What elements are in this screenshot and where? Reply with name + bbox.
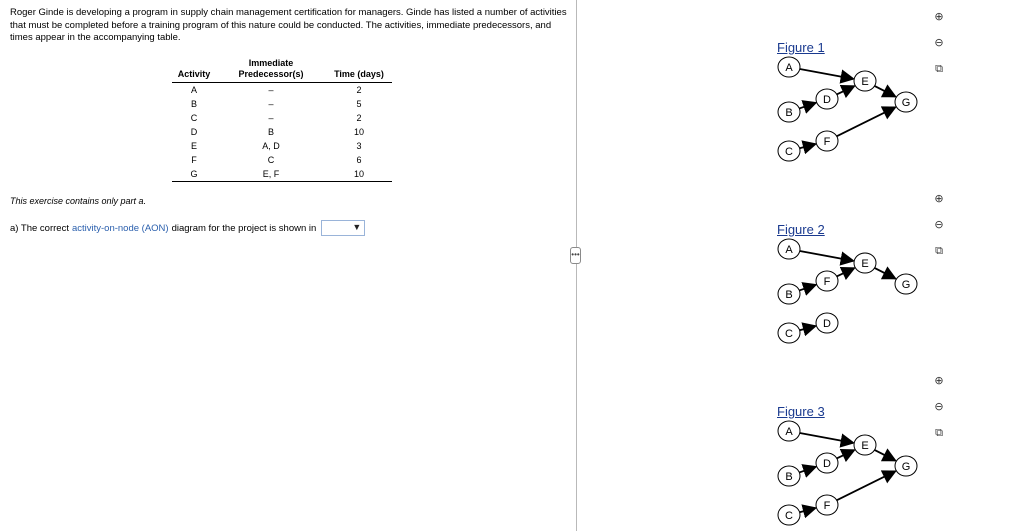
figure-title: Figure 2 bbox=[777, 222, 825, 237]
precedence-arrow bbox=[800, 433, 853, 443]
activity-node-label: D bbox=[823, 318, 831, 330]
table-cell-activity: B bbox=[190, 99, 197, 109]
precedence-arrow bbox=[875, 86, 896, 97]
aon-network-diagram bbox=[770, 222, 940, 344]
precedence-arrow bbox=[837, 471, 895, 500]
table-cell-pred: A, D bbox=[262, 141, 280, 151]
table-row bbox=[172, 153, 392, 167]
figure-title: Figure 3 bbox=[777, 404, 825, 419]
zoom-in-icon[interactable]: ⊕ bbox=[934, 11, 944, 23]
activity-node-label: A bbox=[785, 426, 793, 438]
precedence-arrow bbox=[837, 86, 854, 94]
activity-node-label: B bbox=[785, 107, 793, 119]
col-header-activity: Activity bbox=[172, 57, 216, 83]
table-cell-activity: E bbox=[190, 141, 197, 151]
figure-1 bbox=[770, 40, 940, 160]
precedence-arrow bbox=[800, 251, 853, 261]
table-cell-time: 6 bbox=[356, 155, 362, 165]
activity-node-label: F bbox=[823, 276, 831, 288]
activity-node-label: B bbox=[785, 471, 793, 483]
activity-node-label: E bbox=[861, 76, 869, 88]
figure-title: Figure 1 bbox=[777, 40, 825, 55]
table-cell-time: 10 bbox=[353, 127, 364, 137]
figure-3 bbox=[770, 404, 940, 524]
col-header-predecessors: Immediate Predecessor(s) bbox=[216, 57, 326, 83]
precedence-arrow bbox=[875, 268, 896, 279]
precedence-arrow bbox=[799, 467, 815, 473]
popout-icon[interactable]: ⧉ bbox=[935, 63, 943, 75]
activity-node-label: D bbox=[823, 458, 831, 470]
exercise-note: This exercise contains only part a. bbox=[10, 196, 147, 206]
precedence-arrow bbox=[800, 508, 816, 512]
precedence-arrow bbox=[837, 268, 854, 276]
activity-node-label: A bbox=[785, 244, 793, 256]
question-prefix: a) The correct bbox=[10, 222, 69, 234]
figure-2 bbox=[770, 222, 940, 342]
table-cell-activity: G bbox=[172, 167, 216, 182]
activity-node-label: F bbox=[823, 500, 831, 512]
table-row bbox=[172, 167, 392, 182]
zoom-out-icon[interactable]: ⊖ bbox=[934, 401, 944, 413]
popout-icon[interactable]: ⧉ bbox=[935, 245, 943, 257]
aon-network-diagram bbox=[770, 404, 940, 526]
activity-node-label: D bbox=[823, 94, 831, 106]
table-row bbox=[172, 97, 392, 111]
problem-intro: Roger Ginde is developing a program in supply chain management certification for managers. Ginde has listed a number of activities that must be completed before a training program of this nature could be conducted. The activities, immediate predecessors, and times appear in the accompanying table. bbox=[10, 7, 567, 43]
activity-table bbox=[172, 57, 392, 182]
zoom-in-icon[interactable]: ⊕ bbox=[934, 375, 944, 387]
answer-dropdown[interactable] bbox=[321, 220, 365, 236]
activity-node-label: C bbox=[785, 510, 793, 522]
dropdown-arrow-icon: ▼ bbox=[352, 222, 362, 232]
popout-icon[interactable]: ⧉ bbox=[935, 427, 943, 439]
activity-node-label: G bbox=[901, 279, 911, 291]
table-cell-pred: – bbox=[268, 99, 274, 109]
zoom-out-icon[interactable]: ⊖ bbox=[934, 219, 944, 231]
question-a bbox=[10, 220, 365, 236]
activity-node-label: B bbox=[785, 289, 793, 301]
table-row bbox=[172, 139, 392, 153]
table-cell-pred: B bbox=[267, 127, 274, 137]
table-row bbox=[172, 83, 392, 98]
precedence-arrow bbox=[800, 326, 816, 330]
activity-node-label: C bbox=[785, 146, 793, 158]
col-header-time: Time (days) bbox=[326, 57, 392, 83]
pane-resize-handle[interactable]: ••• bbox=[570, 247, 581, 264]
table-cell-activity: D bbox=[190, 127, 198, 137]
precedence-arrow bbox=[800, 144, 816, 148]
table-cell-pred: E, F bbox=[216, 167, 326, 182]
precedence-arrow bbox=[800, 69, 853, 79]
table-cell-activity: F bbox=[191, 155, 197, 165]
table-cell-activity: A bbox=[190, 85, 197, 95]
table-cell-pred: – bbox=[268, 85, 274, 95]
table-row bbox=[172, 125, 392, 139]
table-cell-time: 3 bbox=[356, 141, 362, 151]
activity-node-label: G bbox=[901, 97, 911, 109]
precedence-arrow bbox=[837, 107, 895, 136]
table-cell-time: 2 bbox=[356, 113, 362, 123]
activity-node-label: E bbox=[861, 258, 869, 270]
pane-divider bbox=[576, 0, 577, 531]
activity-node-label: G bbox=[901, 461, 911, 473]
table-cell-pred: – bbox=[268, 113, 274, 123]
activity-node-label: C bbox=[785, 328, 793, 340]
activity-node-label: A bbox=[785, 62, 793, 74]
table-cell-activity: C bbox=[190, 113, 198, 123]
aon-glossary-link[interactable]: activity-on-node (AON) bbox=[71, 222, 169, 234]
table-cell-pred: C bbox=[267, 155, 275, 165]
table-cell-time: 5 bbox=[356, 99, 362, 109]
table-cell-time: 2 bbox=[356, 85, 362, 95]
table-cell-time: 10 bbox=[326, 167, 392, 182]
question-suffix: diagram for the project is shown in bbox=[171, 222, 317, 234]
table-row bbox=[172, 111, 392, 125]
zoom-out-icon[interactable]: ⊖ bbox=[934, 37, 944, 49]
activity-node-label: F bbox=[823, 136, 831, 148]
precedence-arrow bbox=[799, 103, 815, 109]
zoom-in-icon[interactable]: ⊕ bbox=[934, 193, 944, 205]
aon-network-diagram bbox=[770, 40, 940, 162]
precedence-arrow bbox=[837, 450, 854, 458]
precedence-arrow bbox=[799, 285, 815, 291]
activity-node-label: E bbox=[861, 440, 869, 452]
precedence-arrow bbox=[875, 450, 896, 461]
